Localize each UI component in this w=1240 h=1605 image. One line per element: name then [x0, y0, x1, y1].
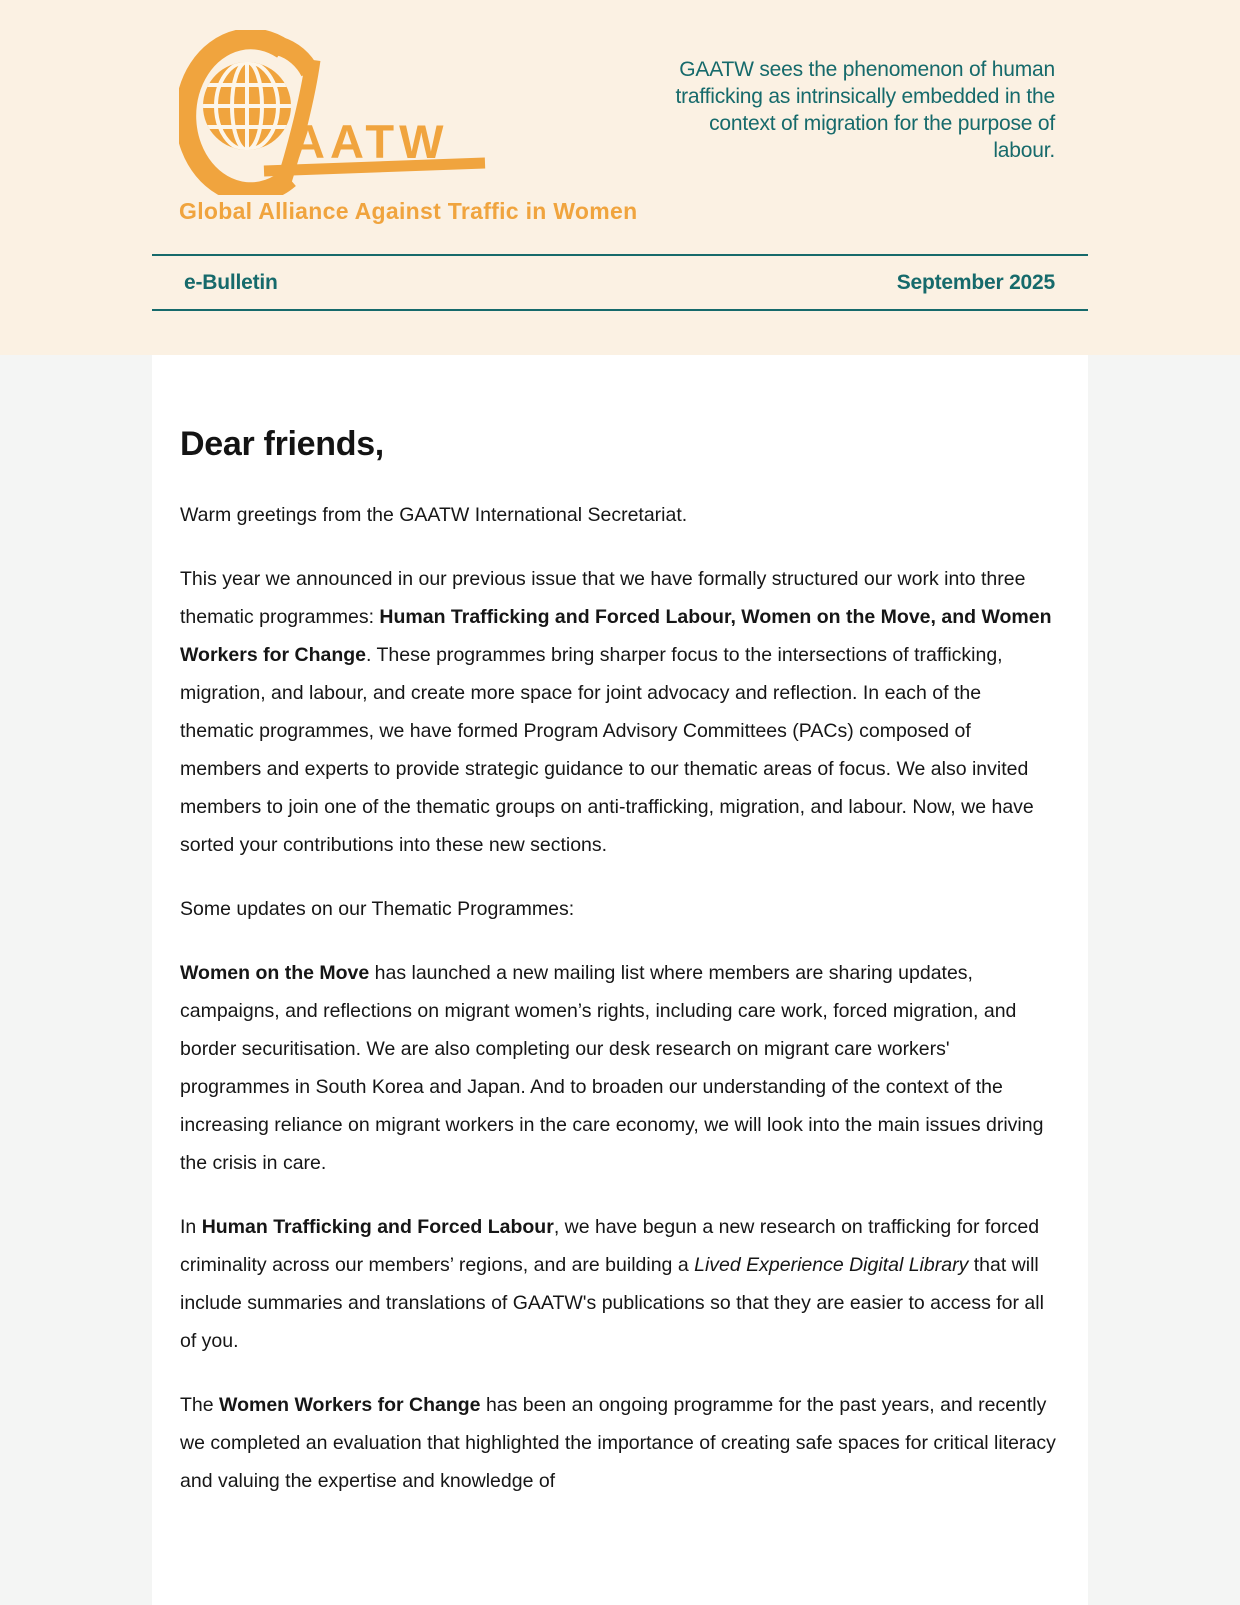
- paragraph-updates-lead: Some updates on our Thematic Programmes:: [180, 898, 575, 920]
- bulletin-bar: [152, 254, 1088, 311]
- brand-block: [179, 30, 659, 225]
- globe-icon: [203, 62, 291, 150]
- gaatw-logo-graphic: [179, 30, 659, 195]
- mission-statement: GAATW sees the phenomenon of human trafficking as intrinsically embedded in the context of migration for the purpose of labour.: [675, 58, 1055, 162]
- paragraph-thematic-programmes: This year we announced in our previous issue that we have formally structured our work into three thematic programmes: Human Trafficking and Forced Labour, Women on the Move, and Women Workers for Change. These programmes bring sharper focus to the intersections of trafficking, migration, and labour, and create more space for joint advocacy and reflection. In each of the thematic programmes, we have formed Program Advisory Committees (PACs) composed of members and experts to provide strategic guidance to our thematic areas of focus. We also invited members to join one of the thematic groups on anti-trafficking, migration, and labour. Now, we have sorted your contributions into these new sections.: [180, 568, 1052, 856]
- paragraph-women-on-the-move: Women on the Move has launched a new mailing list where members are sharing updates, campaigns, and reflections on migrant women’s rights, including care work, forced migration, and border securitisation. We are also completing our desk research on migrant care workers' programmes in South Korea and Japan. And to broaden our understanding of the context of the increasing reliance on migrant workers in the care economy, we will look into the main issues driving the crisis in care.: [180, 962, 1044, 1174]
- paragraph-human-trafficking-forced-labour: In Human Trafficking and Forced Labour, we have begun a new research on trafficking for forced criminality across our members’ regions, and are building a Lived Experience Digital Library that will include summaries and translations of GAATW's publications so that they are easier to access for all of you.: [180, 1216, 1044, 1352]
- greeting-heading: Dear friends,: [180, 425, 384, 463]
- gaatw-logo[interactable]: [179, 30, 659, 195]
- masthead: [0, 0, 1240, 355]
- paragraph-women-workers-for-change: The Women Workers for Change has been an ongoing programme for the past years, and recently we completed an evaluation that highlighted the importance of creating safe spaces for critical literacy and valuing the expertise and knowledge of: [180, 1394, 1056, 1492]
- bulletin-label: e-Bulletin: [184, 270, 278, 294]
- issue-date: September 2025: [896, 270, 1055, 294]
- brand-tagline: Global Alliance Against Traffic in Women: [179, 198, 638, 224]
- paragraph-warm-greetings: Warm greetings from the GAATW International Secretariat.: [180, 504, 688, 526]
- email-body-card: [152, 355, 1088, 1605]
- logo-acronym: AATW: [291, 115, 449, 168]
